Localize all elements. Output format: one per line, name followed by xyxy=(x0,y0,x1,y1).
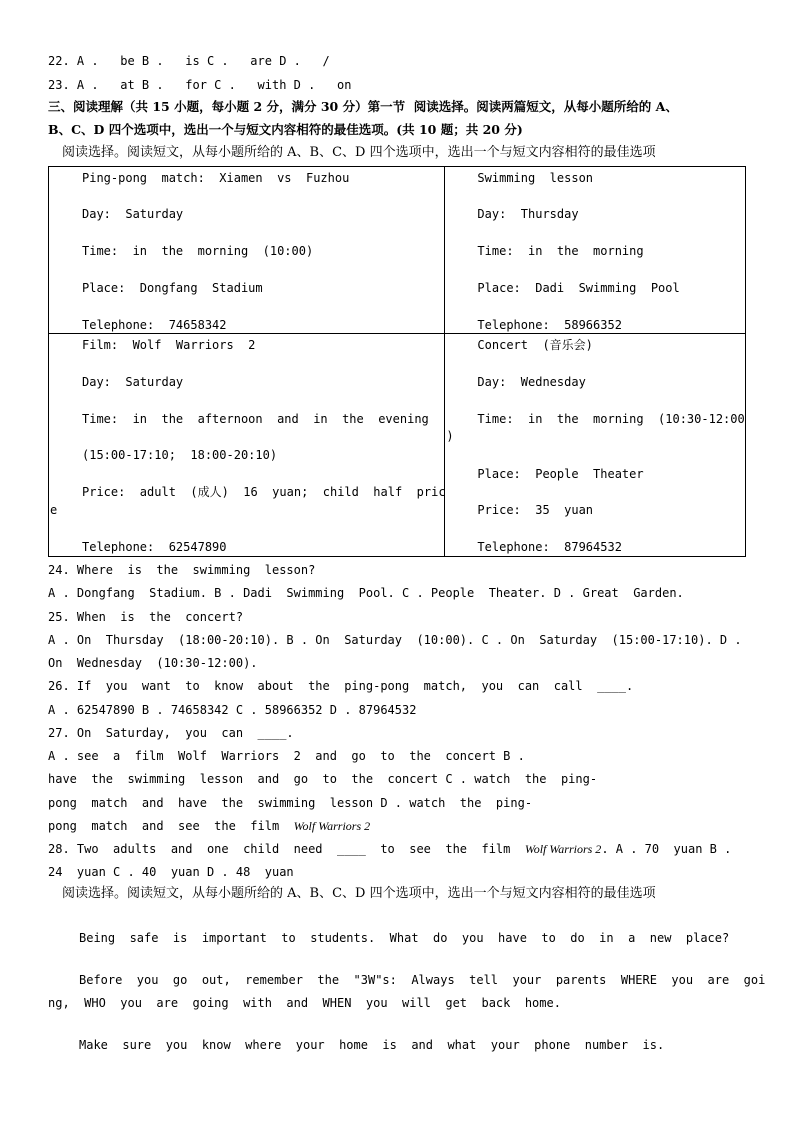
passage-paragraph-2-line-1: Before you go out, remember the "3W"s: Always tell your parents WHERE you are goi xyxy=(79,973,766,987)
notice-film xyxy=(49,334,445,557)
q27-line4-text: pong match and see the film xyxy=(48,819,294,833)
film-time: Time: in the afternoon and in the evening xyxy=(82,412,429,426)
concert-telephone: Telephone: 87964532 xyxy=(477,540,622,554)
q28-text: 28. Two adults and one child need ____ to see the film xyxy=(48,842,525,856)
pingpong-time: Time: in the morning (10:00) xyxy=(82,244,314,258)
reading-instruction-1: 阅读选择。阅读短文，从每小题所给的 A、B、C、D 四个选项中，选出一个与短文内容相符的最佳选项 xyxy=(62,145,656,160)
concert-day: Day: Wednesday xyxy=(477,375,586,389)
notice-pingpong xyxy=(49,167,445,334)
question-27-options-line-4 xyxy=(48,818,370,834)
concert-price: Price: 35 yuan xyxy=(477,503,594,517)
question-24-options: A . Dongfang Stadium. B . Dadi Swimming Pool. C . People Theater. D . Great Garden. xyxy=(48,586,684,600)
pingpong-day: Day: Saturday xyxy=(82,207,184,221)
question-25-options-line-1: A . On Thursday (18:00-20:10). B . On Saturday (10:00). C . On Saturday (15:00-17:10). D . xyxy=(48,633,742,647)
passage-paragraph-1: Being safe is important to students. What do you have to do in a new place? xyxy=(79,931,730,945)
notice-table xyxy=(48,166,746,557)
question-22-options: 22. A . be B . is C . are D . / xyxy=(48,54,330,68)
swimming-time: Time: in the morning xyxy=(477,244,644,258)
question-25: 25. When is the concert? xyxy=(48,610,244,624)
pingpong-title: Ping-pong match: Xiamen vs Fuzhou xyxy=(82,171,350,185)
question-27-options-line-3: pong match and have the swimming lesson D . watch the ping- xyxy=(48,796,533,810)
pingpong-place: Place: Dongfang Stadium xyxy=(82,281,263,295)
swimming-day: Day: Thursday xyxy=(477,207,579,221)
q28-options-start: . A . 70 yuan B . xyxy=(601,842,732,856)
q27-film-title-italic: Wolf Warriors 2 xyxy=(293,819,371,833)
notice-swimming xyxy=(445,167,746,334)
concert-place: Place: People Theater xyxy=(477,467,644,481)
question-28 xyxy=(48,841,731,857)
film-price-wrap: e xyxy=(50,503,58,517)
concert-time-wrap: ) xyxy=(446,429,454,443)
film-time-ranges: (15:00-17:10; 18:00-20:10) xyxy=(82,448,278,462)
concert-title: Concert (音乐会) xyxy=(477,338,593,352)
section-3-heading-line-2: B、C、D 四个选项中，选出一个与短文内容相符的最佳选项。(共 10 题；共 20 分) xyxy=(48,122,523,137)
film-telephone: Telephone: 62547890 xyxy=(82,540,227,554)
reading-instruction-2: 阅读选择。阅读短文，从每小题所给的 A、B、C、D 四个选项中，选出一个与短文内容相符的最佳选项 xyxy=(62,886,656,901)
concert-time: Time: in the morning (10:30-12:00 xyxy=(477,412,745,426)
film-day: Day: Saturday xyxy=(82,375,184,389)
question-27-options-line-2: have the swimming lesson and go to the concert C . watch the ping- xyxy=(48,772,598,786)
question-26: 26. If you want to know about the ping-pong match, you can call ____. xyxy=(48,679,634,693)
question-23-options: 23. A . at B . for C . with D . on xyxy=(48,78,352,92)
question-26-options: A . 62547890 B . 74658342 C . 58966352 D . 87964532 xyxy=(48,703,417,717)
film-price: Price: adult (成人) 16 yuan; child half pric xyxy=(82,485,446,499)
notice-concert xyxy=(445,334,746,557)
film-title: Film: Wolf Warriors 2 xyxy=(82,338,256,352)
pingpong-telephone: Telephone: 74658342 xyxy=(82,318,227,332)
question-24: 24. Where is the swimming lesson? xyxy=(48,563,316,577)
passage-paragraph-2-line-2: ng, WHO you are going with and WHEN you will get back home. xyxy=(48,996,561,1010)
passage-paragraph-3: Make sure you know where your home is and what your phone number is. xyxy=(79,1038,665,1052)
q28-film-title-italic: Wolf Warriors 2 xyxy=(524,842,602,856)
swimming-telephone: Telephone: 58966352 xyxy=(477,318,622,332)
section-3-heading-line-1: 三、阅读理解（共 15 小题，每小题 2 分，满分 30 分）第一节 阅读选择。阅读两篇短文，从每小题所给的 A、 xyxy=(48,99,678,114)
swimming-title: Swimming lesson xyxy=(477,171,594,185)
swimming-place: Place: Dadi Swimming Pool xyxy=(477,281,680,295)
question-27-options-line-1: A . see a film Wolf Warriors 2 and go to the concert B . xyxy=(48,749,525,763)
question-27: 27. On Saturday, you can ____. xyxy=(48,726,294,740)
question-28-options-line-2: 24 yuan C . 40 yuan D . 48 yuan xyxy=(48,865,294,879)
question-25-options-line-2: On Wednesday (10:30-12:00). xyxy=(48,656,258,670)
